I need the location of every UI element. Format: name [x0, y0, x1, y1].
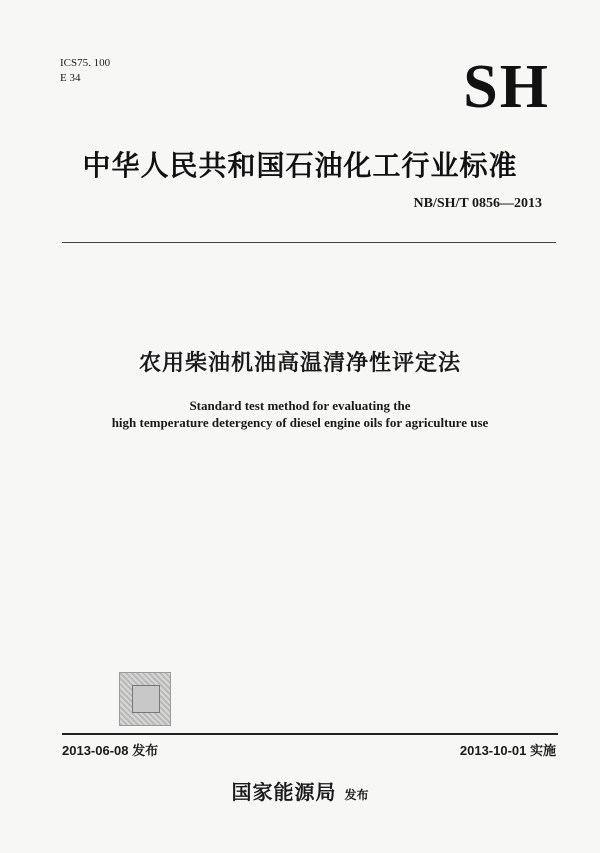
standard-number: NB/SH/T 0856—2013	[413, 196, 542, 211]
classification-code: E 34	[60, 72, 81, 84]
document-title-english-line1: Standard test method for evaluating the	[189, 398, 411, 413]
footer-divider	[62, 733, 558, 735]
implementation-date: 2013-10-01 实施	[459, 743, 556, 758]
document-title-chinese: 农用柴油机油高温清净性评定法	[138, 351, 461, 376]
standard-type-title: 中华人民共和国石油化工行业标准	[82, 149, 518, 182]
publisher-block	[0, 776, 600, 805]
publisher-name: 国家能源局	[231, 780, 337, 804]
ics-code: ICS75. 100	[60, 57, 111, 69]
sh-logo: SH	[463, 53, 550, 121]
header-divider	[62, 242, 556, 243]
publisher-suffix: 发布	[344, 788, 369, 802]
seal-stamp-mark	[132, 685, 160, 713]
seal-stamp-icon	[119, 672, 171, 726]
issue-date: 2013-06-08 发布	[62, 743, 159, 758]
document-title-english-line2: high temperature detergency of diesel engine oils for agriculture use	[111, 415, 489, 430]
